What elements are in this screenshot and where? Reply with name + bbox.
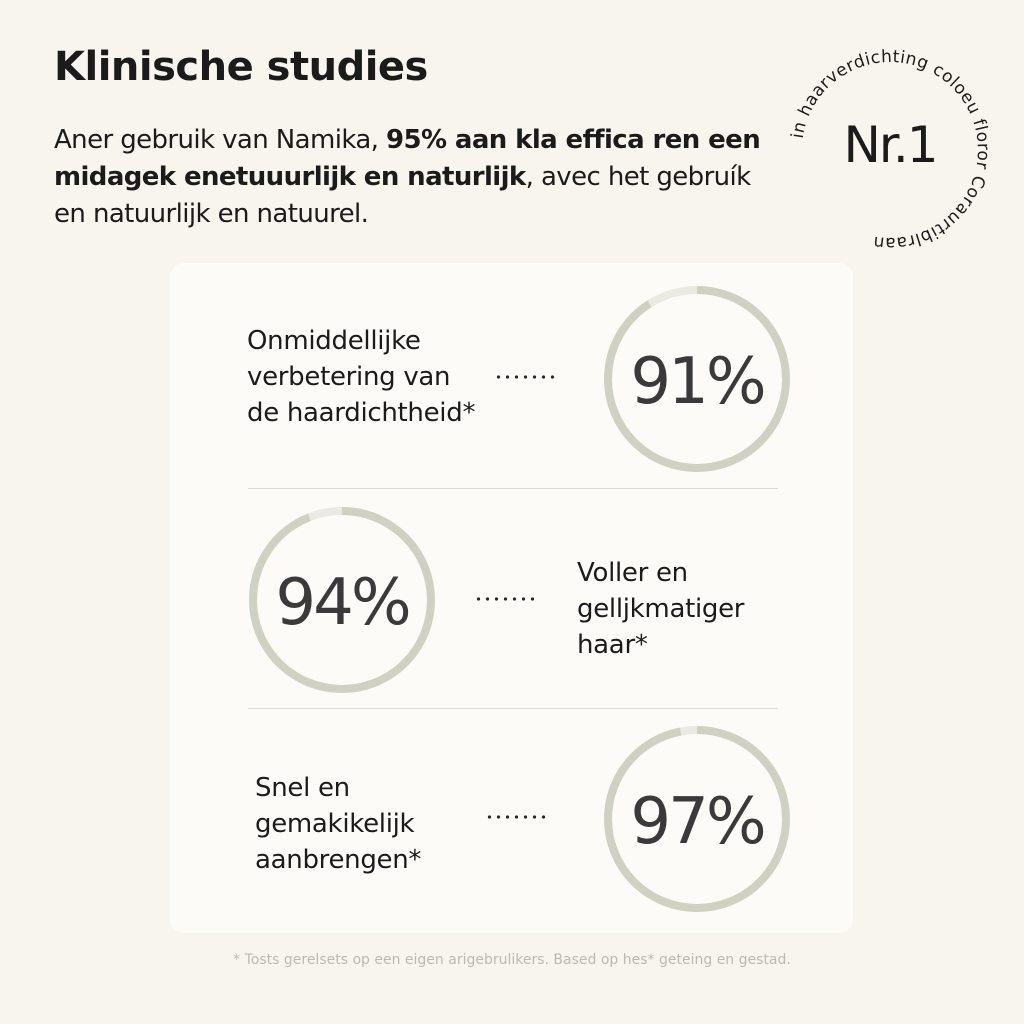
stat-1-label-line: verbetering van <box>247 362 451 392</box>
intro-text <box>54 122 774 233</box>
stat-2-value: 94% <box>275 566 409 640</box>
stat-2-label <box>577 555 744 663</box>
seal-main-text: Nr.1 <box>843 116 937 174</box>
footnote: * Tosts gerelsets op een eigen arigebrulikers. Based op hes* geteing en gestad. <box>233 952 791 968</box>
seal-ring-textpath: in haarverdichting coloeu floror Coraurtiblraan <box>787 46 994 254</box>
stat-1-ring <box>602 284 792 474</box>
divider <box>248 708 778 709</box>
stat-3-dots <box>485 815 547 819</box>
stat-1-dots <box>494 375 556 379</box>
stat-3-label-line: aanbrengen* <box>255 845 422 875</box>
stat-2-label-line: gelljkmatiger <box>577 594 745 624</box>
intro-part2: , avec het gebruík en natuurlijk en natuurel. <box>54 162 751 229</box>
stat-3-value: 97% <box>630 785 764 859</box>
divider <box>248 488 778 489</box>
stat-1-label <box>247 323 475 431</box>
stat-2-ring <box>247 505 437 695</box>
stat-3-label-line: gemakikelijk <box>255 809 415 839</box>
stat-1-label-line: de haardichtheid* <box>247 398 476 428</box>
stat-1-label-line: Onmiddellijke <box>247 326 421 356</box>
stat-3-label-line: Snel en <box>255 773 350 803</box>
stat-2-label-line: haar* <box>577 630 648 660</box>
stat-3-ring <box>602 724 792 914</box>
intro-part1: Aner gebruik van Namika, <box>54 125 386 155</box>
page-title: Klinische studies <box>54 44 428 90</box>
stat-1-value: 91% <box>630 345 764 419</box>
stat-2-label-line: Voller en <box>577 558 688 588</box>
stat-2-dots <box>474 597 536 601</box>
stat-3-label <box>255 770 421 878</box>
nr1-seal-badge <box>780 40 1000 260</box>
intro-bold: 95% aan kla effica ren een midagek enetuuurlijk en naturlijk <box>54 125 761 192</box>
